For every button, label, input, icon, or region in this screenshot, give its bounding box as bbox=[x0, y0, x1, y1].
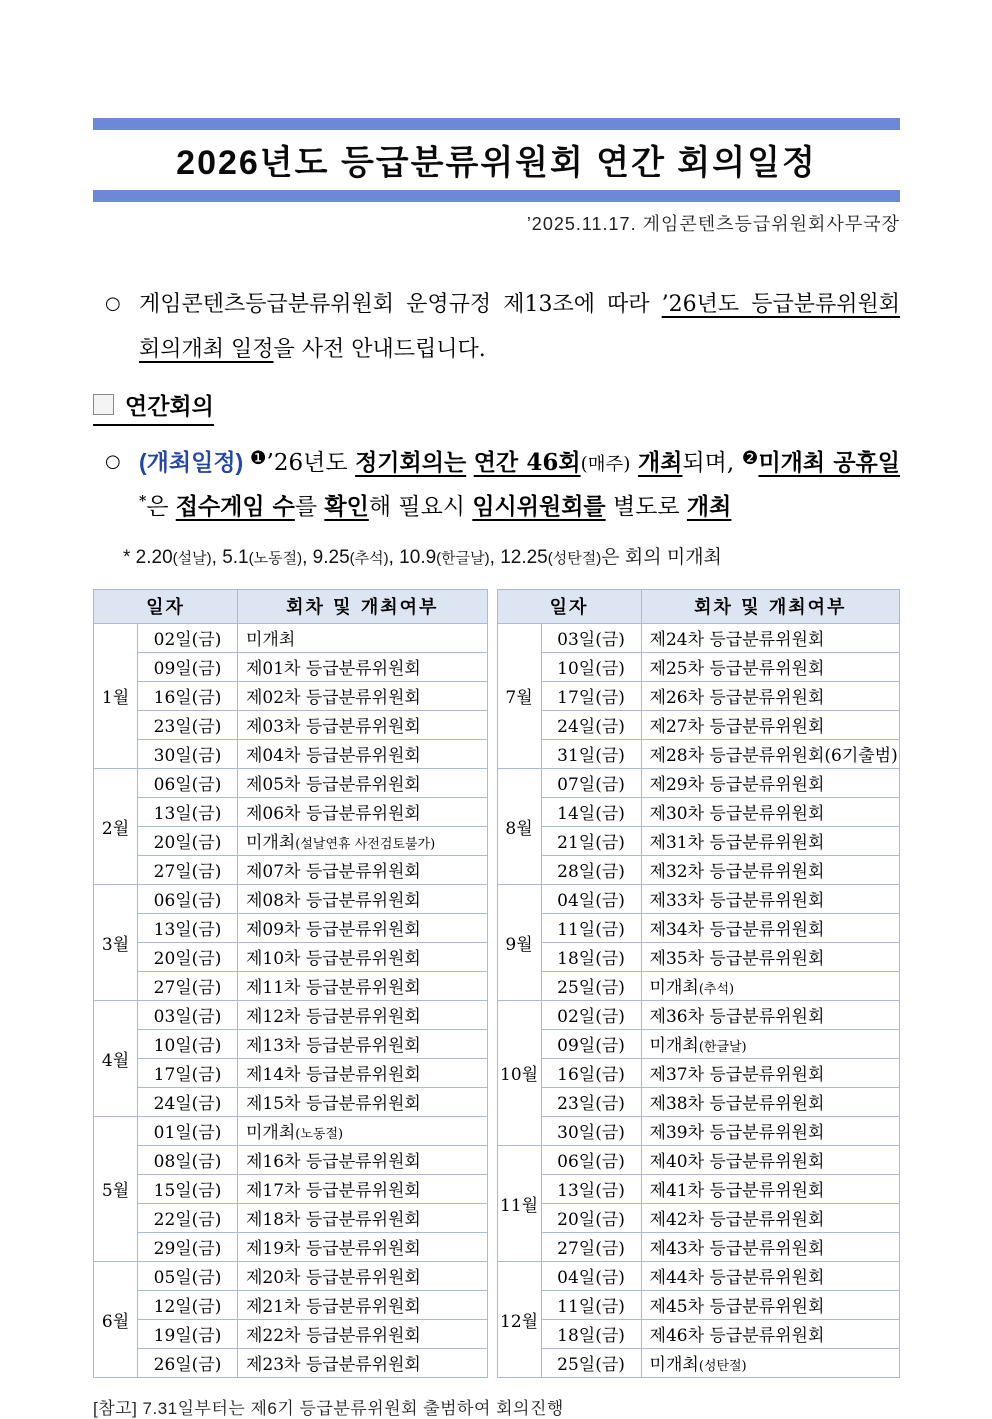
session-cell: 제16차 등급분류위원회 bbox=[238, 1145, 488, 1174]
schedule-table-second-half bbox=[497, 589, 900, 1378]
table-row bbox=[94, 1087, 488, 1116]
date-cell: 20일(금) bbox=[138, 826, 238, 855]
date-cell: 23일(금) bbox=[138, 710, 238, 739]
month-cell: 5월 bbox=[94, 1116, 138, 1261]
session-cell: 미개최(한글날) bbox=[641, 1029, 899, 1058]
session-cell: 제31차 등급분류위원회 bbox=[641, 826, 899, 855]
table-row bbox=[94, 652, 488, 681]
table-row bbox=[497, 1261, 899, 1290]
table-row bbox=[94, 1116, 488, 1145]
date-cell: 20일(금) bbox=[541, 1203, 641, 1232]
date-cell: 16일(금) bbox=[138, 681, 238, 710]
date-cell: 06일(금) bbox=[138, 768, 238, 797]
session-cell: 제37차 등급분류위원회 bbox=[641, 1058, 899, 1087]
circle-bullet-icon: ○ bbox=[105, 451, 121, 473]
table-row bbox=[497, 884, 899, 913]
table-row bbox=[497, 1348, 899, 1377]
table-row bbox=[497, 739, 899, 768]
bottom-accent-bar bbox=[93, 190, 900, 202]
table-row bbox=[497, 1203, 899, 1232]
session-note: (설날연휴 사전검토불가) bbox=[295, 837, 436, 852]
text-segment: 을 사전 안내드립니다. bbox=[273, 337, 486, 363]
month-cell: 8월 bbox=[497, 768, 541, 884]
session-note: (추석) bbox=[698, 982, 735, 997]
section-heading bbox=[93, 388, 900, 426]
date-cell: 05일(금) bbox=[138, 1261, 238, 1290]
session-cell: 제13차 등급분류위원회 bbox=[238, 1029, 488, 1058]
date-cell: 10일(금) bbox=[138, 1029, 238, 1058]
text-segment: (노동절) bbox=[248, 549, 303, 567]
date-cell: 11일(금) bbox=[541, 913, 641, 942]
table-row bbox=[497, 1087, 899, 1116]
date-cell: 20일(금) bbox=[138, 942, 238, 971]
date-cell: 30일(금) bbox=[138, 739, 238, 768]
text-segment: 접수게임 수 bbox=[175, 493, 295, 521]
table-row bbox=[497, 1319, 899, 1348]
table-row bbox=[94, 913, 488, 942]
month-cell: 2월 bbox=[94, 768, 138, 884]
table-row bbox=[497, 1000, 899, 1029]
session-cell: 제12차 등급분류위원회 bbox=[238, 1000, 488, 1029]
text-segment: 은 회의 미개최 bbox=[601, 546, 722, 568]
table-row bbox=[94, 1232, 488, 1261]
date-cell: 13일(금) bbox=[138, 913, 238, 942]
session-note: (한글날) bbox=[698, 1040, 747, 1055]
table-row bbox=[497, 768, 899, 797]
date-cell: 15일(금) bbox=[138, 1174, 238, 1203]
text-segment: 임시위원회를 bbox=[472, 493, 606, 521]
text-segment: 개최 bbox=[638, 449, 683, 477]
table-row bbox=[94, 1145, 488, 1174]
table-row bbox=[94, 855, 488, 884]
table-row bbox=[94, 884, 488, 913]
session-cell: 미개최(추석) bbox=[641, 971, 899, 1000]
text-segment: 미개최 공휴일 bbox=[758, 449, 900, 477]
date-cell: 09일(금) bbox=[138, 652, 238, 681]
date-author-line: ’2025.11.17. 게임콘텐츠등급위원회사무국장 bbox=[526, 214, 900, 234]
date-cell: 17일(금) bbox=[541, 681, 641, 710]
month-cell: 4월 bbox=[94, 1000, 138, 1116]
session-cell: 제46차 등급분류위원회 bbox=[641, 1319, 899, 1348]
text-segment: (한글날) bbox=[436, 549, 490, 567]
text-segment: , 12.25 bbox=[489, 546, 548, 568]
date-cell: 10일(금) bbox=[541, 652, 641, 681]
text-segment: 별도로 bbox=[605, 494, 687, 521]
date-cell: 25일(금) bbox=[541, 971, 641, 1000]
table-row bbox=[94, 826, 488, 855]
text-segment: (성탄절) bbox=[547, 549, 602, 567]
date-cell: 02일(금) bbox=[138, 623, 238, 652]
month-cell: 1월 bbox=[94, 623, 138, 768]
date-cell: 24일(금) bbox=[541, 710, 641, 739]
table-row bbox=[94, 1203, 488, 1232]
session-cell: 제42차 등급분류위원회 bbox=[641, 1203, 899, 1232]
date-cell: 18일(금) bbox=[541, 942, 641, 971]
session-cell: 제23차 등급분류위원회 bbox=[238, 1348, 488, 1377]
top-accent-bar bbox=[93, 118, 900, 130]
session-cell: 제14차 등급분류위원회 bbox=[238, 1058, 488, 1087]
table-row bbox=[94, 739, 488, 768]
text-segment: (개최일정) bbox=[139, 449, 250, 476]
text-segment: ❷ bbox=[741, 448, 759, 470]
session-cell: 제17차 등급분류위원회 bbox=[238, 1174, 488, 1203]
table-row bbox=[497, 797, 899, 826]
session-cell: 미개최(성탄절) bbox=[641, 1348, 899, 1377]
schedule-tables bbox=[93, 589, 900, 1378]
date-cell: 03일(금) bbox=[138, 1000, 238, 1029]
header-round: 회차 및 개최여부 bbox=[238, 589, 488, 623]
session-cell: 제19차 등급분류위원회 bbox=[238, 1232, 488, 1261]
schedule-paragraph bbox=[93, 440, 900, 529]
month-cell: 11월 bbox=[497, 1145, 541, 1261]
table-row bbox=[497, 1174, 899, 1203]
session-cell: 제20차 등급분류위원회 bbox=[238, 1261, 488, 1290]
table-row bbox=[94, 623, 488, 652]
month-cell: 9월 bbox=[497, 884, 541, 1000]
text-segment: 개최 bbox=[686, 493, 732, 521]
session-cell: 제22차 등급분류위원회 bbox=[238, 1319, 488, 1348]
table-row bbox=[94, 1174, 488, 1203]
month-cell: 12월 bbox=[497, 1261, 541, 1377]
session-cell: 제25차 등급분류위원회 bbox=[641, 652, 899, 681]
section-heading-inner bbox=[93, 388, 214, 426]
session-cell: 제26차 등급분류위원회 bbox=[641, 681, 899, 710]
session-cell: 제05차 등급분류위원회 bbox=[238, 768, 488, 797]
schedule-text bbox=[139, 440, 900, 529]
table-row bbox=[497, 971, 899, 1000]
date-cell: 09일(금) bbox=[541, 1029, 641, 1058]
date-cell: 31일(금) bbox=[541, 739, 641, 768]
date-cell: 23일(금) bbox=[541, 1087, 641, 1116]
table-row bbox=[497, 913, 899, 942]
session-cell: 제33차 등급분류위원회 bbox=[641, 884, 899, 913]
session-cell: 제43차 등급분류위원회 bbox=[641, 1232, 899, 1261]
session-cell: 제09차 등급분류위원회 bbox=[238, 913, 488, 942]
month-cell: 10월 bbox=[497, 1000, 541, 1145]
session-cell: 제24차 등급분류위원회 bbox=[641, 623, 899, 652]
text-segment: (추석) bbox=[349, 549, 389, 567]
date-cell: 04일(금) bbox=[541, 1261, 641, 1290]
section-heading-label: 연간회의 bbox=[125, 393, 214, 420]
session-cell: 미개최 bbox=[238, 623, 488, 652]
month-cell: 6월 bbox=[94, 1261, 138, 1377]
session-cell: 제27차 등급분류위원회 bbox=[641, 710, 899, 739]
table-row bbox=[94, 1290, 488, 1319]
date-cell: 06일(금) bbox=[138, 884, 238, 913]
date-cell: 14일(금) bbox=[541, 797, 641, 826]
text-segment: 게임콘텐츠등급분류위원회 운영규정 제13조에 따라 bbox=[139, 292, 662, 317]
session-cell: 제21차 등급분류위원회 bbox=[238, 1290, 488, 1319]
table-row bbox=[94, 710, 488, 739]
table-row bbox=[497, 710, 899, 739]
session-cell: 미개최(설날연휴 사전검토불가) bbox=[238, 826, 488, 855]
text-segment bbox=[630, 450, 638, 476]
header-round: 회차 및 개최여부 bbox=[641, 589, 899, 623]
text-segment: 되며, bbox=[682, 450, 742, 477]
session-cell: 제30차 등급분류위원회 bbox=[641, 797, 899, 826]
table-row bbox=[497, 1029, 899, 1058]
table-row bbox=[497, 681, 899, 710]
session-cell: 제32차 등급분류위원회 bbox=[641, 855, 899, 884]
intro-text bbox=[139, 282, 900, 372]
session-cell: 제40차 등급분류위원회 bbox=[641, 1145, 899, 1174]
text-segment: (매주) bbox=[580, 454, 631, 476]
session-cell: 미개최(노동절) bbox=[238, 1116, 488, 1145]
table-row bbox=[94, 1348, 488, 1377]
date-cell: 04일(금) bbox=[541, 884, 641, 913]
text-segment: , 10.9 bbox=[388, 546, 437, 568]
session-cell: 제04차 등급분류위원회 bbox=[238, 739, 488, 768]
table-row bbox=[94, 1029, 488, 1058]
table-header-row bbox=[497, 589, 899, 623]
month-cell: 7월 bbox=[497, 623, 541, 768]
date-cell: 26일(금) bbox=[138, 1348, 238, 1377]
table-row bbox=[94, 1058, 488, 1087]
table-row bbox=[497, 1145, 899, 1174]
session-cell: 제08차 등급분류위원회 bbox=[238, 884, 488, 913]
text-segment: * 2.20 bbox=[123, 546, 173, 568]
date-cell: 22일(금) bbox=[138, 1203, 238, 1232]
session-cell: 제36차 등급분류위원회 bbox=[641, 1000, 899, 1029]
session-cell: 제28차 등급분류위원회(6기출범) bbox=[641, 739, 899, 768]
date-cell: 29일(금) bbox=[138, 1232, 238, 1261]
text-segment: 해 필요시 bbox=[368, 494, 473, 521]
date-cell: 07일(금) bbox=[541, 768, 641, 797]
session-note: (노동절) bbox=[295, 1127, 344, 1142]
session-note: (성탄절) bbox=[698, 1359, 747, 1374]
table-row bbox=[94, 942, 488, 971]
date-cell: 11일(금) bbox=[541, 1290, 641, 1319]
schedule-table-first-half bbox=[93, 589, 488, 1378]
session-cell: 제41차 등급분류위원회 bbox=[641, 1174, 899, 1203]
date-cell: 03일(금) bbox=[541, 623, 641, 652]
text-segment: ’26년도 등급분류위원회 회의개최 일정 bbox=[139, 292, 901, 363]
table-row bbox=[94, 971, 488, 1000]
table-row bbox=[497, 1116, 899, 1145]
date-cell: 08일(금) bbox=[138, 1145, 238, 1174]
text-segment: 정기회의는 bbox=[355, 449, 467, 477]
date-cell: 17일(금) bbox=[138, 1058, 238, 1087]
table-row bbox=[497, 826, 899, 855]
table-row bbox=[94, 681, 488, 710]
page-title: 2026년도 등급분류위원회 연간 회의일정 bbox=[176, 144, 817, 182]
circle-bullet-icon: ○ bbox=[105, 293, 121, 314]
date-cell: 06일(금) bbox=[541, 1145, 641, 1174]
text-segment: * bbox=[139, 493, 147, 510]
text-segment: 확인 bbox=[324, 493, 369, 521]
text-segment: ❶ bbox=[249, 448, 267, 470]
date-cell: 28일(금) bbox=[541, 855, 641, 884]
reference-note: [참고] 7.31일부터는 제6기 등급분류위원회 출범하여 회의진행 bbox=[93, 1398, 564, 1418]
session-cell: 제11차 등급분류위원회 bbox=[238, 971, 488, 1000]
session-cell: 제34차 등급분류위원회 bbox=[641, 913, 899, 942]
table-row bbox=[94, 768, 488, 797]
date-cell: 12일(금) bbox=[138, 1290, 238, 1319]
table-row bbox=[94, 1261, 488, 1290]
table-row bbox=[497, 855, 899, 884]
session-cell: 제44차 등급분류위원회 bbox=[641, 1261, 899, 1290]
month-cell: 3월 bbox=[94, 884, 138, 1000]
date-cell: 27일(금) bbox=[138, 855, 238, 884]
session-cell: 제02차 등급분류위원회 bbox=[238, 681, 488, 710]
table-row bbox=[497, 1058, 899, 1087]
table-row bbox=[497, 652, 899, 681]
text-segment: 연간 46회 bbox=[473, 449, 581, 477]
session-cell: 제18차 등급분류위원회 bbox=[238, 1203, 488, 1232]
header-date: 일자 bbox=[94, 589, 238, 623]
date-cell: 13일(금) bbox=[541, 1174, 641, 1203]
date-cell: 13일(금) bbox=[138, 797, 238, 826]
date-cell: 01일(금) bbox=[138, 1116, 238, 1145]
session-cell: 제35차 등급분류위원회 bbox=[641, 942, 899, 971]
text-segment: ’26년도 bbox=[266, 450, 356, 477]
session-cell: 제29차 등급분류위원회 bbox=[641, 768, 899, 797]
session-cell: 제45차 등급분류위원회 bbox=[641, 1290, 899, 1319]
text-segment: (설날) bbox=[172, 549, 212, 567]
session-cell: 제38차 등급분류위원회 bbox=[641, 1087, 899, 1116]
text-segment: , 9.25 bbox=[302, 546, 350, 568]
date-cell: 02일(금) bbox=[541, 1000, 641, 1029]
intro-paragraph bbox=[93, 282, 900, 372]
table-row bbox=[497, 623, 899, 652]
table-row bbox=[94, 797, 488, 826]
session-cell: 제39차 등급분류위원회 bbox=[641, 1116, 899, 1145]
holiday-footnote bbox=[93, 542, 900, 569]
table-row bbox=[94, 1000, 488, 1029]
date-cell: 25일(금) bbox=[541, 1348, 641, 1377]
header-date: 일자 bbox=[497, 589, 641, 623]
table-header-row bbox=[94, 589, 488, 623]
table-row bbox=[497, 1232, 899, 1261]
date-cell: 27일(금) bbox=[138, 971, 238, 1000]
document bbox=[93, 0, 900, 1419]
text-segment: 은 bbox=[146, 494, 176, 521]
session-cell: 제15차 등급분류위원회 bbox=[238, 1087, 488, 1116]
date-cell: 24일(금) bbox=[138, 1087, 238, 1116]
table-row bbox=[497, 1290, 899, 1319]
date-cell: 18일(금) bbox=[541, 1319, 641, 1348]
checkbox-square-icon bbox=[93, 394, 114, 415]
text-segment: , 5.1 bbox=[211, 546, 249, 568]
date-cell: 19일(금) bbox=[138, 1319, 238, 1348]
table-row bbox=[497, 942, 899, 971]
date-cell: 30일(금) bbox=[541, 1116, 641, 1145]
session-cell: 제03차 등급분류위원회 bbox=[238, 710, 488, 739]
date-cell: 21일(금) bbox=[541, 826, 641, 855]
session-cell: 제10차 등급분류위원회 bbox=[238, 942, 488, 971]
session-cell: 제06차 등급분류위원회 bbox=[238, 797, 488, 826]
date-cell: 16일(금) bbox=[541, 1058, 641, 1087]
session-cell: 제07차 등급분류위원회 bbox=[238, 855, 488, 884]
date-cell: 27일(금) bbox=[541, 1232, 641, 1261]
table-row bbox=[94, 1319, 488, 1348]
session-cell: 제01차 등급분류위원회 bbox=[238, 652, 488, 681]
text-segment bbox=[466, 450, 474, 476]
text-segment: 를 bbox=[294, 494, 325, 521]
